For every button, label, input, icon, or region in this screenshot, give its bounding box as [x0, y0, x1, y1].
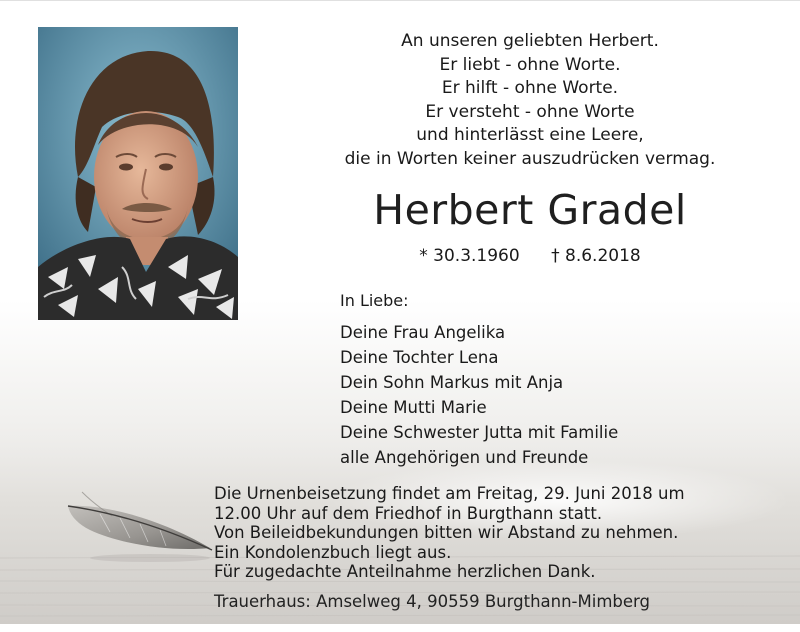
notice-line: Die Urnenbeisetzung findet am Freitag, 29. Juni 2018 um [214, 484, 685, 503]
funeral-notice [214, 484, 754, 582]
poem [300, 30, 760, 171]
life-dates [300, 244, 760, 268]
mourning-house-address: Trauerhaus: Amselweg 4, 90559 Burgthann-Mimberg [214, 592, 650, 611]
family-member: Deine Mutti Marie [340, 398, 487, 417]
poem-line: die in Worten keiner auszudrücken vermag. [344, 148, 716, 169]
family-member: Dein Sohn Markus mit Anja [340, 373, 564, 392]
notice-line: 12.00 Uhr auf dem Friedhof in Burgthann statt. [214, 503, 603, 523]
death-date: † 8.6.2018 [551, 246, 641, 266]
deceased-name: Herbert Gradel [373, 186, 687, 234]
poem-line: An unseren geliebten Herbert. [401, 31, 659, 51]
family-member: Deine Frau Angelika [340, 323, 506, 342]
feather-icon [60, 486, 220, 566]
bottom-border [0, 624, 800, 632]
top-border [0, 0, 800, 1]
poem-line: Er liebt - ohne Worte. [439, 54, 621, 75]
portrait-photo [38, 27, 238, 320]
in-liebe-label: In Liebe: [340, 291, 409, 310]
poem-line: Er versteht - ohne Worte [425, 101, 635, 122]
notice-line: Ein Kondolenzbuch liegt aus. [214, 542, 452, 562]
family-member: alle Angehörigen und Freunde [340, 448, 589, 467]
notice-line: Von Beileidbekundungen bitten wir Abstand zu nehmen. [214, 523, 679, 542]
family-member: Deine Tochter Lena [340, 348, 499, 367]
birth-date: * 30.3.1960 [419, 246, 520, 266]
family-list [340, 320, 618, 470]
poem-line: und hinterlässt eine Leere, [416, 125, 644, 145]
notice-line: Für zugedachte Anteilnahme herzlichen Dank. [214, 562, 596, 581]
family-member: Deine Schwester Jutta mit Familie [340, 423, 619, 442]
poem-line: Er hilft - ohne Worte. [441, 78, 619, 98]
